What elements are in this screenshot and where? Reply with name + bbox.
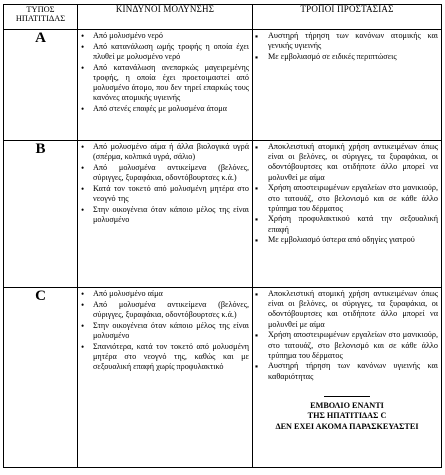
hepatitis-table bbox=[3, 4, 442, 468]
list-item: ▪ Με εμβολιασμό ύστερα από οδηγίες γιατρού bbox=[255, 235, 438, 245]
protection-cell-c bbox=[253, 288, 442, 468]
vaccine-note bbox=[253, 396, 441, 433]
list-item: ▪ Αυστηρή τήρηση των κανόνων υγιεινής και καθαριότητας bbox=[255, 361, 438, 381]
list-item: ▪ Αποκλειστική ατομική χρήση αντικειμένων όπως είναι οι βελόνες, οι σύριγγες, τα ξυραφάκια, οι οδοντόβουρτσες και οτιδήποτε άλλο μπορεί να μολυνθεί με αίμα bbox=[255, 289, 438, 330]
list-item: • Από μολυσμένα αντικείμενα (βελόνες, σύριγγες, ξυραφάκια, οδοντόβουρτσες κ.ά.) bbox=[80, 163, 249, 183]
list-item: • Σπανιότερα, κατά τον τοκετό από μολυσμένη μητέρα στο νεογνό της, καθώς και με σεξουαλική επαφή χωρίς προφυλακτικό bbox=[80, 342, 249, 373]
protection-cell-a bbox=[253, 30, 442, 141]
list-item: • Από μολυσμένο αίμα ή άλλα βιολογικά υγρά (σπέρμα, κολπικά υγρά, σάλιο) bbox=[80, 142, 249, 162]
type-cell-a: A bbox=[4, 30, 78, 141]
header-dangers: ΚΙΝΔΥΝΟΙ ΜΟΛΥΝΣΗΣ bbox=[78, 5, 253, 30]
table-row-c bbox=[4, 288, 442, 468]
list-item: ▪ Χρήση αποστειρωμένων εργαλείων στο μανικιούρ, στο τατουάζ, στο βελονισμό και σε κάθε άλλο τρύπημα του δέρματος bbox=[255, 183, 438, 214]
vaccine-note-line: ΕΜΒΟΛΙΟ ΕΝΑΝΤΙ bbox=[310, 400, 384, 410]
divider bbox=[324, 396, 370, 397]
list-item: • Από κατανάλωση ανεπαρκώς μαγειρεμένης τροφής, η οποία έχει προετοιμαστεί από μολυσμένο άτομο, που δεν τηρεί επαρκώς τους κανόνες ατομικής υγιεινής bbox=[80, 63, 249, 104]
type-cell-b: B bbox=[4, 141, 78, 288]
type-cell-c: C bbox=[4, 288, 78, 468]
vaccine-note-line: ΤΗΣ ΗΠΑΤΙΤΙΔΑΣ C bbox=[307, 411, 387, 421]
header-protection: ΤΡΟΠΟΙ ΠΡΟΣΤΑΣΙΑΣ bbox=[253, 5, 442, 30]
protection-cell-b bbox=[253, 141, 442, 288]
list-item: • Από μολυσμένο νερό bbox=[80, 31, 249, 41]
table-row-a bbox=[4, 30, 442, 141]
list-item: • Κατά τον τοκετό από μολυσμένη μητέρα στο νεογνό της bbox=[80, 184, 249, 204]
list-item: ▪ Αυστηρή τήρηση των κανόνων ατομικής και γενικής υγιεινής bbox=[255, 31, 438, 51]
dangers-cell-c bbox=[78, 288, 253, 468]
list-item: ▪ Χρήση αποστειρωμένων εργαλείων στο μανικιούρ, στο τατουάζ, στο βελονισμό και σε κάθε άλλο τρύπημα του δέρματος bbox=[255, 330, 438, 361]
list-item: • Από κατανάλωση ωμής τροφής η οποία έχει πλυθεί με μολυσμένο νερό bbox=[80, 42, 249, 62]
list-item: • Από στενές επαφές με μολυσμένα άτομα bbox=[80, 104, 249, 114]
list-item: ▪ Αποκλειστική ατομική χρήση αντικειμένων όπως είναι οι βελόνες, οι σύριγγες, τα ξυραφάκια, οι οδοντόβουρτσες και οτιδήποτε άλλο μπορεί να μολυνθεί με αίμα bbox=[255, 142, 438, 183]
list-item: • Από μολυσμένα αντικείμενα (βελόνες, σύριγγες, ξυραφάκια, οδοντόβουρτσες κ.ά.) bbox=[80, 300, 249, 320]
dangers-cell-a bbox=[78, 30, 253, 141]
dangers-cell-b bbox=[78, 141, 253, 288]
list-item: • Στην οικογένεια όταν κάποιο μέλος της είναι μολυσμένο bbox=[80, 321, 249, 341]
vaccine-note-line: ΔΕΝ ΕΧΕΙ ΑΚΟΜΑ ΠΑΡΑΣΚΕΥΑΣΤΕΙ bbox=[275, 421, 419, 431]
table-row-b bbox=[4, 141, 442, 288]
header-row bbox=[4, 5, 442, 30]
list-item: ▪ Χρήση προφυλακτικού κατά την σεξουαλική επαφή bbox=[255, 214, 438, 234]
list-item: • Από μολυσμένο αίμα bbox=[80, 289, 249, 299]
list-item: ▪ Με εμβολιασμό σε ειδικές περιπτώσεις bbox=[255, 52, 438, 62]
list-item: • Στην οικογένεια όταν κάποιο μέλος της είναι μολυσμένο bbox=[80, 205, 249, 225]
header-type: ΤΥΠΟΣ ΗΠΑΤΙΤΙΔΑΣ bbox=[4, 5, 78, 30]
